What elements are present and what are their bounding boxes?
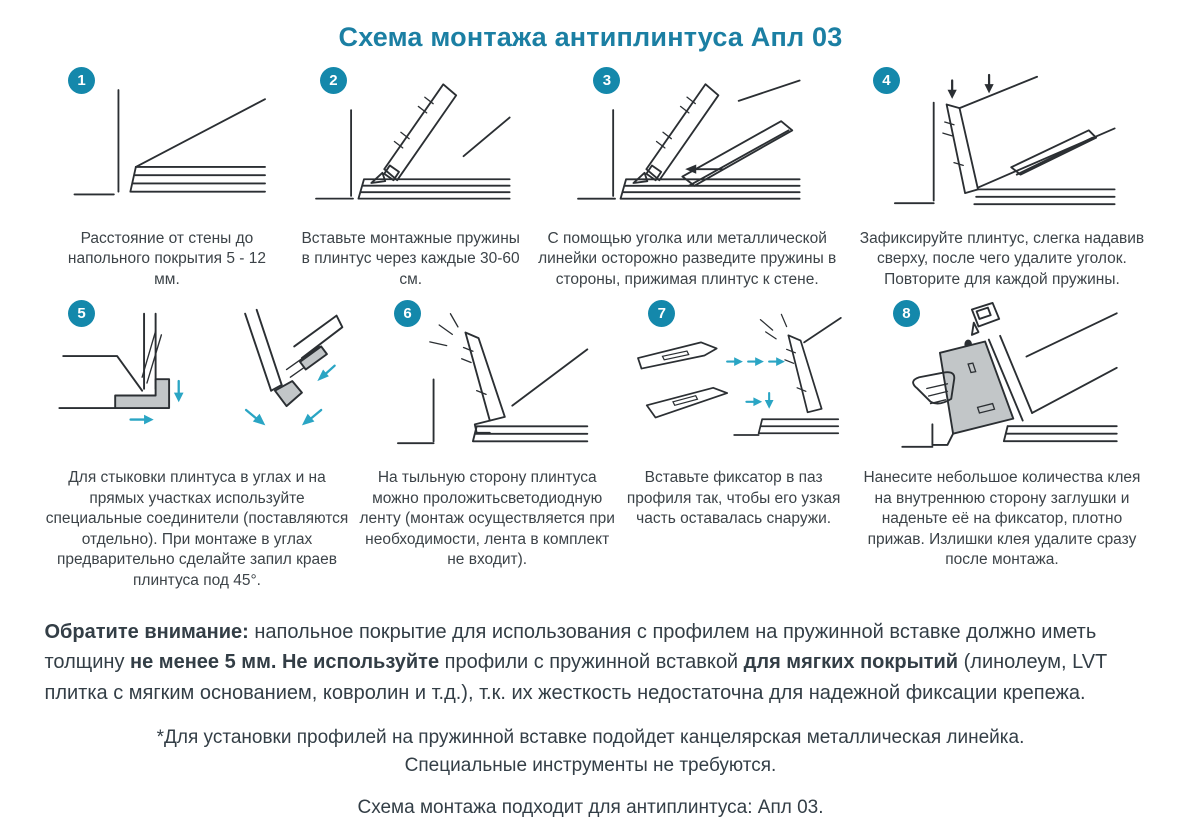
led-strip-drawing [377,310,597,460]
step-4-number-badge [873,67,900,94]
step-number: 8 [902,305,911,323]
steps-row-2 [44,300,1141,591]
step-6 [356,300,618,591]
step-1-number-badge [68,67,95,94]
ruler-footnote [44,724,1137,779]
step-3-caption: С помощью уголка или металлической линейки осторожно разведите пружины в стороны, прижимая плинтус к стене. [538,230,837,288]
step-6-illustration-badge: 6 [403,305,412,323]
page-title: Схема монтажа антиплинтуса Апл 03 [338,22,843,52]
note-segment: для мягких покрытий [743,651,959,674]
wall-floor-gap-drawing [61,79,273,221]
glue-end-cap-drawing [877,302,1127,460]
step-7-caption: Вставьте фиксатор в паз профиля так, чтобы его узкая часть оставалась снаружи. [626,469,841,528]
step-number: 3 [602,72,612,89]
note-segment: Обратите внимание: [44,621,249,644]
compatibility-line: Схема монтажа подходит для антиплинтуса: Апл 03. [357,797,824,819]
step-3-illustration [531,69,843,221]
press-and-remove-ruler-drawing [882,71,1122,221]
step-6-caption: На тыльную сторону плинтуса можно проложитьсветодиодную ленту (монтаж осуществляется при необходимости, лента в комплект не входит). [359,469,615,569]
step-8-illustration [849,302,1155,460]
step-6-illustration [356,302,618,460]
attention-note [45,617,1137,708]
fixators-drawing [624,306,843,460]
note-segment: (линолеум, LVT плитка с мягким основанием, ковролин и т.д.), т.к. их жесткость недостаточна для надежной фиксации крепежа. [44,651,1107,704]
step-2 [296,67,526,290]
step-number: 2 [329,72,338,89]
note-segment: напольное покрытие для использования с профилем на пружинной вставке должно иметь толщину [44,621,1097,674]
step-1-caption: Расстояние от стены до напольного покрытия 5 - 12 мм. [67,230,266,288]
step-5 [44,300,350,591]
step-number: 4 [882,72,891,89]
step-5-caption: Для стыковки плинтуса в углах и на прямых участках используйте специальные соединители (поставляются отдельно). При монтаже в углах предварительно сделайте запил краев плинтуса под 45°. [45,469,349,589]
step-2-caption: Вставьте монтажные пружины в плинтус через каждые 30-60 см. [301,230,520,288]
step-2-number-badge [320,67,347,94]
spread-springs-ruler-drawing [567,73,807,221]
note-segment: профили с пружинной вставкой [439,651,744,674]
step-7 [624,300,843,591]
connectors-drawing [47,306,347,460]
footnote-line-1: *Для установки профилей на пружинной вставке подойдет канцелярская металлическая линейка. [156,727,1025,749]
footnote-line-2: Специальные инструменты не требуются. [404,754,777,776]
step-number: 5 [77,305,86,323]
steps-row-1 [44,67,1145,290]
step-5-illustration [44,302,350,460]
step-1 [44,67,290,290]
step-8-caption: Нанесите небольшое количества клея на внутреннюю сторону заглушки и наденьте её на фиксатор, плотно прижав. Излишки клея удалите сразу после монтажа. [863,469,1141,569]
note-segment: не менее 5 мм. Не используйте [130,651,440,674]
step-4-caption: Зафиксируйте плинтус, слегка надавив сверху, после чего удалите уголок. Повторите для каждой пружины. [859,230,1145,288]
step-8 [849,300,1155,591]
step-4 [849,67,1155,290]
step-number: 7 [657,305,667,323]
step-4-illustration [849,69,1155,221]
insert-springs-drawing [305,73,517,221]
step-3 [531,67,843,290]
step-number: 1 [77,72,86,89]
